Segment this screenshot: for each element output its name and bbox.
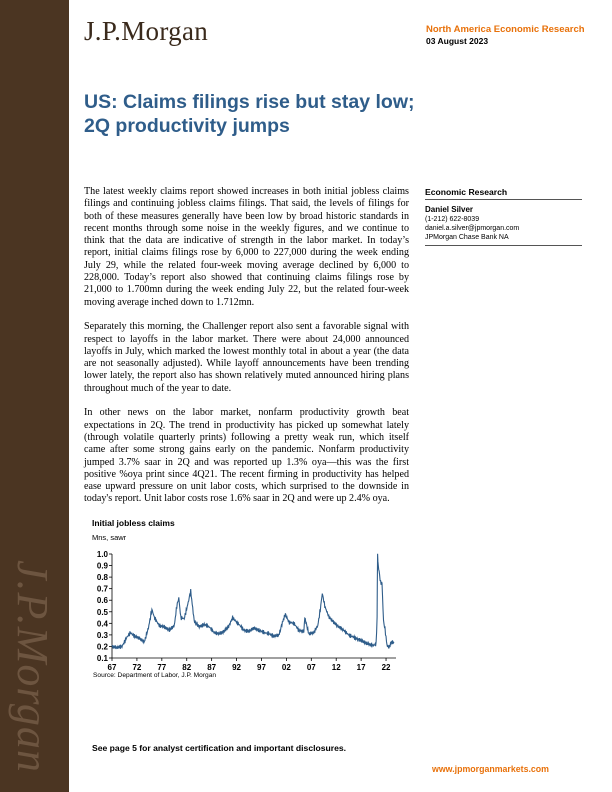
divider [425,245,582,246]
x-tick-label: 77 [157,663,167,672]
x-tick-label: 17 [356,663,366,672]
chart-source: Source: Department of Labor, J.P. Morgan [93,672,217,679]
x-tick-label: 22 [381,663,391,672]
analyst-email[interactable]: daniel.a.silver@jpmorgan.com [425,225,520,232]
report-date: 03 August 2023 [426,36,489,46]
website-link[interactable]: www.jpmorganmarkets.com [432,764,549,774]
x-tick-label: 12 [331,663,341,672]
y-tick-label: 0.4 [96,619,108,629]
analyst-entity: JPMorgan Chase Bank NA [425,234,509,241]
paragraph: The latest weekly claims report showed increases in both initial jobless claims filings and continuing jobless claims filings. That said, the levels of filings for both of these measures generally have been low by broad historic standards in recent months through some noise in the weekly figures, and we continue to think that the data are indicative of strength in the labor market. In today’s report, initial claims filings rose by 6,000 to 227,000 during the week ending July 29, while the related four-week moving average declined by 6,000 to 228,000. Today’s report also showed that continuing claims filings rose by 21,000 to 1.700mn during the week ending July 22, but the related four-week moving average inched down to 1.712mn. [84,186,409,308]
sidebar-watermark-logo: J.P.Morgan [8,560,57,773]
y-tick-label: 0.5 [96,607,108,617]
report-type: North America Economic Research [426,24,585,35]
x-tick-label: 07 [306,663,316,672]
x-tick-label: 02 [281,663,291,672]
page-title: US: Claims filings rise but stay low; 2Q productivity jumps [84,91,415,137]
paragraph: In other news on the labor market, nonfarm productivity growth beat expectations in 2Q. The trend in productivity has picked up somewhat lately (through volatile quarterly prints) following a pretty weak run, which itself came after some strong gains early on the pandemic. Nonfarm productivity jumped 3.7% saar in 2Q and was reported up 1.3% oya—this was the first positive %oya print since 4Q21. The recent firming in productivity has helped ease upward pressure on unit labor costs, which surprised to the downside in today's report. Unit labor costs rose 1.6% saar in 2Q and were up 2.4% oya. [84,407,409,505]
y-tick-label: 0.8 [96,573,108,583]
disclosure-note: See page 5 for analyst certification and important disclosures. [92,743,347,753]
body-text [84,186,409,518]
x-tick-label: 87 [207,663,217,672]
x-tick-label: 72 [132,663,142,672]
y-tick-label: 0.1 [96,654,108,663]
y-tick-label: 0.9 [96,561,108,571]
sidebar-band [0,0,69,792]
analyst-phone: (1-212) 622-8039 [425,216,480,223]
analyst-name: Daniel Silver [425,205,474,214]
chart-unit-label: Mns, sawr [92,533,127,542]
y-tick-label: 0.3 [96,630,108,640]
analyst-box [425,187,582,246]
y-tick-label: 0.7 [96,584,108,594]
paragraph: Separately this morning, the Challenger report also sent a favorable signal with respect to layoffs in the labor market. There were about 24,000 announced layoffs in July, which marked the lowest monthly total in about a year (the data are not seasonally adjusted). While layoff announcements have been trending lower lately, the report also has shown relatively muted announced hiring plans throughout much of the year to date. [84,321,409,394]
y-tick-label: 0.2 [96,642,108,652]
claims-chart [84,548,414,673]
x-tick-label: 92 [232,663,242,672]
x-tick-label: 82 [182,663,192,672]
y-tick-label: 1.0 [96,550,108,559]
claims-series-line [112,554,394,649]
aside-heading: Economic Research [425,187,582,200]
chart-title: Initial jobless claims [92,518,175,528]
company-logo: J.P.Morgan [84,16,209,46]
x-tick-label: 67 [107,663,117,672]
y-tick-label: 0.6 [96,596,108,606]
x-tick-label: 97 [257,663,266,672]
